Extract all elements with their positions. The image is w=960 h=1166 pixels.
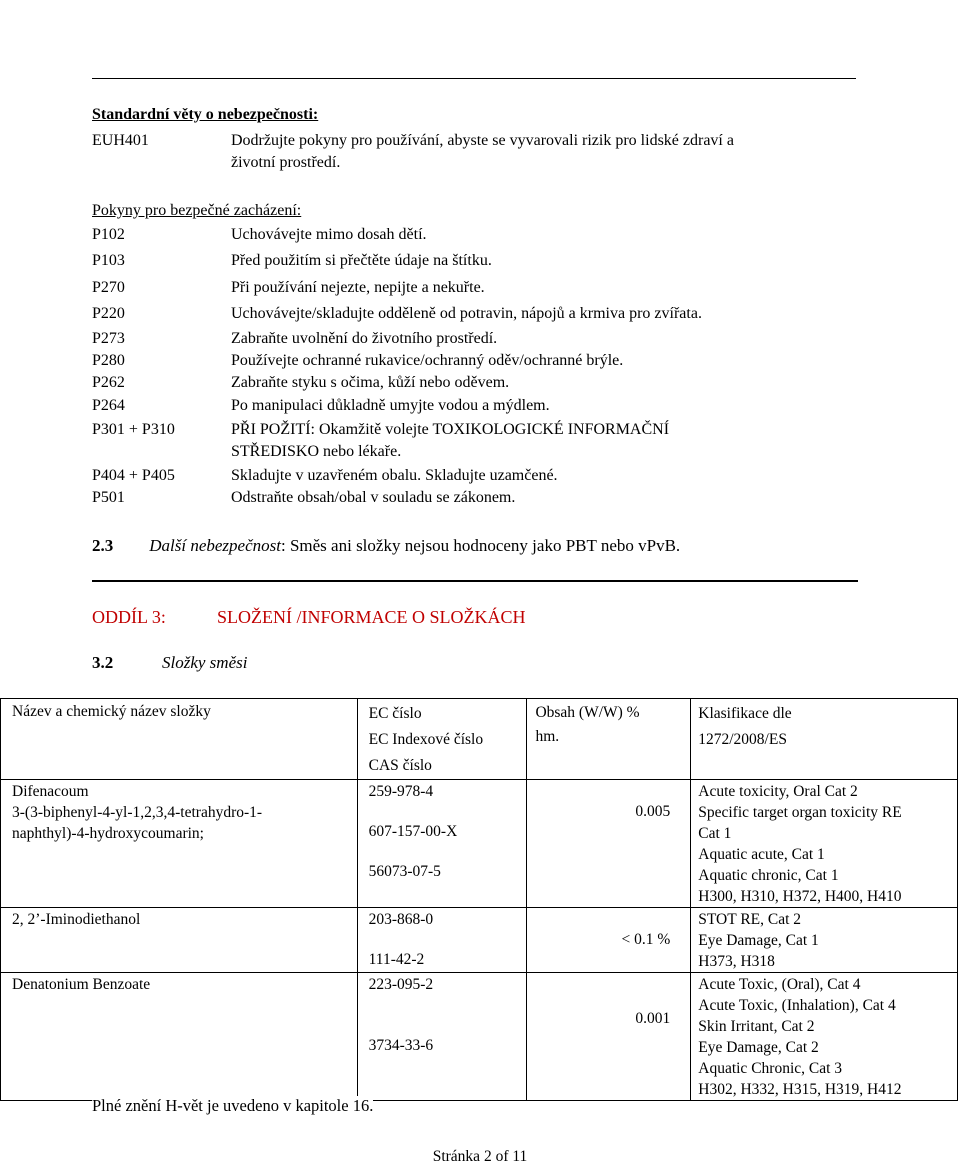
component-ec: 203-868-0 bbox=[368, 911, 434, 928]
class-line: H373, H318 bbox=[698, 953, 775, 970]
precaution-text: Po manipulaci důkladně umyjte vodou a mýdlem. bbox=[231, 397, 550, 414]
class-line: STOT RE, Cat 2 bbox=[698, 911, 802, 928]
component-content-cell bbox=[527, 973, 691, 1101]
hazard-text-line1: Dodržujte pokyny pro používání, abyste se vyvarovali rizik pro lidské zdraví a bbox=[231, 132, 734, 149]
precaution-text: Uchovávejte mimo dosah dětí. bbox=[231, 226, 427, 243]
precaution-code: P280 bbox=[92, 352, 125, 369]
header-name-cell bbox=[1, 699, 358, 780]
header-content-line2: hm. bbox=[535, 728, 560, 745]
class-line: Acute Toxic, (Oral), Cat 4 bbox=[698, 976, 861, 993]
other-hazards bbox=[92, 536, 680, 556]
component-content: < 0.1 % bbox=[621, 931, 671, 948]
header-date: Datum vydání: 1. 6. 2015 bbox=[92, 21, 256, 38]
header-class-line1: Klasifikace dle bbox=[698, 705, 792, 722]
precaution-text-continued: STŘEDISKO nebo lékaře. bbox=[231, 443, 402, 460]
precaution-code: P301 + P310 bbox=[92, 421, 175, 438]
header-name: Název a chemický název složky bbox=[12, 703, 211, 720]
class-line: Acute toxicity, Oral Cat 2 bbox=[698, 783, 858, 800]
hazard-statements-title: Standardní věty o nebezpečnosti: bbox=[92, 106, 319, 123]
composition-table bbox=[0, 698, 958, 1101]
class-line: Eye Damage, Cat 2 bbox=[698, 1039, 819, 1056]
component-name-line: 2, 2’-Iminodiethanol bbox=[12, 911, 141, 928]
component-numbers-cell bbox=[357, 908, 527, 973]
component-name-line: 3-(3-biphenyl-4-yl-1,2,3,4-tetrahydro-1- bbox=[12, 804, 263, 821]
component-ec: 259-978-4 bbox=[368, 783, 434, 800]
component-cas: 3734-33-6 bbox=[368, 1037, 434, 1054]
component-class-cell bbox=[691, 908, 958, 973]
header-product: Název směsi: ROBAN GRANULE bbox=[92, 41, 319, 58]
component-numbers-cell bbox=[357, 780, 527, 908]
precaution-text: Zabraňte styku s očima, kůží nebo oděvem. bbox=[231, 374, 510, 391]
component-name-line: Denatonium Benzoate bbox=[12, 976, 151, 993]
table-row bbox=[1, 780, 958, 908]
precaution-text: Používejte ochranné rukavice/ochranný oděv/ochranné brýle. bbox=[231, 352, 624, 369]
subsection-number: 3.2 bbox=[92, 653, 114, 672]
header-ec: EC číslo bbox=[368, 705, 422, 722]
component-cas: 56073-07-5 bbox=[368, 863, 441, 880]
other-hazards-label: Další nebezpečnost bbox=[149, 536, 281, 555]
precaution-text: Skladujte v uzavřeném obalu. Skladujte uzamčené. bbox=[231, 467, 558, 484]
class-line: Aquatic Chronic, Cat 3 bbox=[698, 1060, 843, 1077]
class-line: Eye Damage, Cat 1 bbox=[698, 932, 819, 949]
component-name-cell bbox=[1, 973, 358, 1101]
component-name-cell bbox=[1, 908, 358, 973]
class-line: Acute Toxic, (Inhalation), Cat 4 bbox=[698, 997, 896, 1014]
component-content-cell bbox=[527, 908, 691, 973]
component-class-cell bbox=[691, 973, 958, 1101]
component-name-line: Difenacoum bbox=[12, 783, 89, 800]
precautions-title: Pokyny pro bezpečné zacházení: bbox=[92, 202, 302, 219]
class-line: Aquatic acute, Cat 1 bbox=[698, 846, 825, 863]
component-content: 0.001 bbox=[635, 1010, 671, 1027]
table-row bbox=[1, 908, 958, 973]
component-ec: 223-095-2 bbox=[368, 976, 434, 993]
subsection-title: Složky směsi bbox=[162, 653, 248, 672]
other-hazards-number: 2.3 bbox=[92, 536, 114, 555]
header-content-line1: Obsah (W/W) % bbox=[535, 704, 640, 721]
precaution-code: P103 bbox=[92, 252, 125, 269]
page-number: Stránka 2 of 11 bbox=[432, 1148, 528, 1165]
precaution-code: P262 bbox=[92, 374, 125, 391]
h-statements-note: Plné znění H-vět je uvedeno v kapitole 16. bbox=[92, 1096, 374, 1115]
table-row bbox=[1, 973, 958, 1101]
component-name-cell bbox=[1, 780, 358, 908]
class-line: Cat 1 bbox=[698, 825, 732, 842]
component-content-cell bbox=[527, 780, 691, 908]
precaution-code: P270 bbox=[92, 279, 125, 296]
precaution-text: Při používání nejezte, nepijte a nekuřte. bbox=[231, 279, 485, 296]
class-line: Aquatic chronic, Cat 1 bbox=[698, 867, 839, 884]
precaution-code: P404 + P405 bbox=[92, 467, 175, 484]
class-line: Specific target organ toxicity RE bbox=[698, 804, 902, 821]
component-class-cell bbox=[691, 780, 958, 908]
precaution-code: P264 bbox=[92, 397, 125, 414]
precaution-text: Před použitím si přečtěte údaje na štítku. bbox=[231, 252, 492, 269]
header-title: PelGar Bezpečnostní list dle Nařízení 453/2010/ES a 1272/2008/ES bbox=[92, 1, 528, 18]
precaution-code: P220 bbox=[92, 305, 125, 322]
precaution-code: P273 bbox=[92, 330, 125, 347]
component-content: 0.005 bbox=[635, 803, 671, 820]
section-rule bbox=[92, 580, 858, 582]
header-cas: CAS číslo bbox=[368, 757, 432, 774]
precaution-code: P501 bbox=[92, 489, 125, 506]
component-cas: 111-42-2 bbox=[368, 951, 425, 968]
precaution-text: Zabraňte uvolnění do životního prostředí. bbox=[231, 330, 498, 347]
header-numbers-cell bbox=[357, 699, 527, 780]
precaution-text: Uchovávejte/skladujte odděleně od potravin, nápojů a krmiva pro zvířata. bbox=[231, 305, 702, 322]
header-index: EC Indexové číslo bbox=[368, 731, 484, 748]
header-content-cell bbox=[527, 699, 691, 780]
component-name-line: naphthyl)-4-hydroxycoumarin; bbox=[12, 825, 204, 842]
header-class-line2: 1272/2008/ES bbox=[698, 731, 787, 748]
section3-title: SLOŽENÍ /INFORMACE O SLOŽKÁCH bbox=[217, 607, 526, 627]
component-index: 607-157-00-X bbox=[368, 823, 458, 840]
precaution-text: Odstraňte obsah/obal v souladu se zákonem. bbox=[231, 489, 516, 506]
class-line: H300, H310, H372, H400, H410 bbox=[698, 888, 902, 905]
header-class-cell bbox=[691, 699, 958, 780]
other-hazards-text: : Směs ani složky nejsou hodnoceny jako PBT nebo vPvB. bbox=[280, 536, 681, 555]
precaution-code: P102 bbox=[92, 226, 125, 243]
section3-label: ODDÍL 3: bbox=[92, 607, 166, 627]
component-numbers-cell bbox=[357, 973, 527, 1101]
table-header-row bbox=[1, 699, 958, 780]
header-rule bbox=[92, 78, 856, 79]
class-line: H302, H332, H315, H319, H412 bbox=[698, 1081, 902, 1098]
class-line: Skin Irritant, Cat 2 bbox=[698, 1018, 815, 1035]
precaution-text: PŘI POŽITÍ: Okamžitě volejte TOXIKOLOGICKÉ INFORMAČNÍ bbox=[231, 421, 670, 438]
hazard-code: EUH401 bbox=[92, 132, 149, 149]
hazard-text-line2: životní prostředí. bbox=[231, 154, 341, 171]
